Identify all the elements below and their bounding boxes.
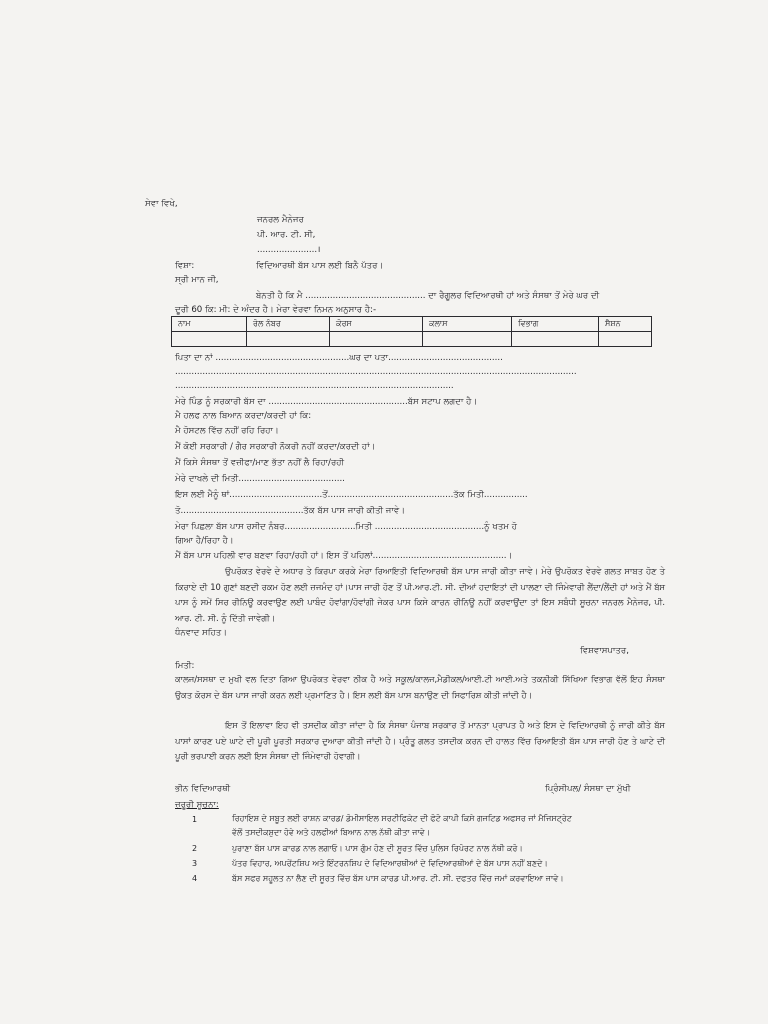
body-line: ਮੈਂ ਬੱਸ ਪਾਸ ਪਹਿਲੀ ਵਾਰ ਬਣਵਾ ਰਿਹਾ/ਰਹੀ ਹਾਂ। ਇਸ ਤੋਂ ਪਹਿਲਾਂ.................................................। <box>175 551 513 561</box>
greeting: ਸ੍ਰੀ ਮਾਨ ਜੀ, <box>175 275 219 285</box>
note-number: 3 <box>192 859 198 868</box>
recipient-blank: ......................। <box>257 245 321 255</box>
note-text: ਪੁਰਾਣਾ ਬੱਸ ਪਾਸ ਕਾਰਡ ਨਾਲ ਲਗਾਓ। ਪਾਸ ਗੁੰਮ ਹੋਣ ਦੀ ਸੂਰਤ ਵਿੱਚ ਪੁਲਿਸ ਰਿਪੋਰਟ ਨਾਲ ਨੱਥੀ ਕਰੋ। <box>232 844 523 853</box>
address-line-1: ................................................................................................................................................... <box>175 367 577 377</box>
body-line: ਮੈਂ ਕੋਈ ਸਰਕਾਰੀ / ਗੈਰ ਸਰਕਾਰੀ ਨੌਕਰੀ ਨਹੀਂ ਕਰਦਾ/ਕਰਦੀ ਹਾਂ। <box>175 442 376 452</box>
note-number: 4 <box>192 874 198 883</box>
body-line: ਮੇਰਾ ਪਿਛਲਾ ਬੱਸ ਪਾਸ ਰਸੀਦ ਨੰਬਰ..........................ਮਿਤੀ ........................................ਨੂੰ ਖਤਮ ਹੋ <box>175 522 517 532</box>
table-header-cell: ਕਲਾਸ <box>423 317 512 332</box>
table-cell[interactable] <box>512 332 599 347</box>
table-cell[interactable] <box>599 332 652 347</box>
body-line: ਮੈ ਹਲਫ ਨਾਲ ਬਿਆਨ ਕਰਦਾ/ਕਰਦੀ ਹਾਂ ਕਿ: <box>175 411 312 421</box>
table-header-cell: ਸੈਸ਼ਨ <box>599 317 652 332</box>
student-signature-label: ਭੀਨ ਵਿਦਿਆਰਥੀ <box>175 784 231 794</box>
table-header-row <box>172 317 652 332</box>
college-paragraph: ਕਾਲਜ/ਸਸਥਾ ਦ ਮੁਖੀ ਵਲ ਦਿਤਾ ਗਿਆ ਉਪਰੋਕਤ ਵੇਰਵਾ ਠੀਕ ਹੈ ਅਤੇ ਸਕੂਲ/ਕਾਲਜ,ਮੈਡੀਕਲ/ਆਈ.ਟੀ ਆਈ.ਅਤੇ ਤਕਨੀਕੀ ਸਿੱਖਿਆ ਵਿਭਾਗ ਵੱਲੋਂ ਇਹ ਸੰਸਥਾ ਉਕਤ ਕੋਰਸ ਦੇ ਬੱਸ ਪਾਸ ਜਾਰੀ ਕਰਨ ਲਈ ਪ੍ਰਮਾਣਿਤ ਹੈ। ਇਸ ਲਈ ਬੱਸ ਪਾਸ ਬਨਾਉਣ ਦੀ ਸਿਫਾਰਿਸ਼ ਕੀਤੀ ਜਾਂਦੀ ਹੈ। <box>175 674 665 700</box>
subject-text: ਵਿਦਿਆਰਥੀ ਬੱਸ ਪਾਸ ਲਈ ਬਿਨੈ ਪੱਤਰ। <box>256 261 384 271</box>
intro-line-2: ਦੂਰੀ 60 ਕਿ: ਮੀ: ਦੇ ਅੰਦਰ ਹੈ। ਮੇਰਾ ਵੇਰਵਾ ਨਿਮਨ ਅਨੁਸਾਰ ਹੈ:- <box>175 305 377 315</box>
body-line: ਗਿਆ ਹੈ/ਰਿਹਾ ਹੈ। <box>175 536 234 546</box>
note-text-continued: ਵੱਲੋਂ ਤਸਦੀਕਸ਼ੁਦਾ ਹੋਵੇ ਅਤੇ ਹਲਫੀਆਂ ਬਿਆਨ ਨਾਲ ਨੱਥੀ ਕੀਤਾ ਜਾਵੇ। <box>232 828 431 837</box>
table-header-cell: ਨਾਮ <box>172 317 247 332</box>
body-line: ਮੇਰੇ ਦਾਖਲੇ ਦੀ ਮਿਤੀ....................................... <box>175 474 345 484</box>
note-number: 2 <box>192 844 198 853</box>
address-line-2: ...................................................................................................... <box>175 381 454 391</box>
body-line: ਇਸ ਲਈ ਮੈਨੂੰ ਥਾਂ..................................ਤੋਂ..............................................ਤੱਕ ਮਿਤੀ................ <box>175 490 528 500</box>
body-line: ਮੇਰੇ ਪਿੰਡ ਨੂੰ ਸਰਕਾਰੀ ਬੱਸ ਦਾ ...................................................ਬੱਸ ਸਟਾਪ ਲਗਦਾ ਹੈ। <box>175 397 478 407</box>
table-header-cell: ਵਿਭਾਗ <box>512 317 599 332</box>
signoff: ਵਿਸ਼ਵਾਸਪਾਤਰ, <box>580 646 629 656</box>
table-header-cell: ਰੋਲ ਨੰਬਰ <box>247 317 330 332</box>
note-text: ਪੱਤਰ ਵਿਹਾਰ, ਅਪਰੇਂਟਸ਼ਿਪ ਅਤੇ ਇੰਟਰਨਸ਼ਿਪ ਦੇ ਵਿਦਿਆਰਥੀਆਂ ਦੇ ਵਿਦਿਆਰਥੀਆਂ ਦੇ ਬੱਸ ਪਾਸ ਨਹੀਂ ਬਣਦੇ। <box>232 859 548 868</box>
student-details-table <box>171 316 652 347</box>
table-row <box>172 332 652 347</box>
father-name-line: ਪਿਤਾ ਦਾ ਨਾਂ .................................................ਘਰ ਦਾ ਪਤਾ.......................................... <box>175 353 503 363</box>
table-cell[interactable] <box>330 332 423 347</box>
declaration-paragraph: ਉਪਰੋਕਤ ਵੇਰਵੇ ਦੇ ਅਧਾਰ ਤੇ ਕਿਰਪਾ ਕਰਕੇ ਮੇਰਾ ਰਿਆਇਤੀ ਵਿਦਿਆਰਥੀ ਬੱਸ ਪਾਸ ਜਾਰੀ ਕੀਤਾ ਜਾਵੇ। ਮੇਰੇ ਉਪਰੋਕਤ ਵੇਰਵੇ ਗਲਤ ਸਾਬਤ ਹੋਣ ਤੇ ਕਿਰਾਏ ਦੀ 10 ਗੁਣਾਂ ਬਣਦੀ ਰਕਮ ਹੋਣ ਲਈ ਜ਼ਜਮੰਦ ਹਾਂ।ਪਾਸ ਜਾਰੀ ਹੋਣ ਤੋਂ ਪੀ.ਆਰ.ਟੀ. ਸੀ. ਦੀਆਂ ਹਦਾਇਤਾਂ ਦੀ ਪਾਲਣਾ ਦੀ ਜਿੰਮੇਵਾਰੀ ਲੈਂਦਾ/ਲੈਂਦੀ ਹਾਂ ਅਤੇ ਮੈਂ ਬੱਸ ਪਾਸ ਨੂੰ ਸਮੇਂ ਸਿਰ ਰੀਨਿਊ ਕਰਵਾਉਣ ਲਈ ਪਾਬੰਦ ਹੋਵਾਂਗਾ/ਹੋਵਾਂਗੀ ਜੇਕਰ ਪਾਸ ਕਿਸੇ ਕਾਰਨ ਰੀਨਿਊ ਨਹੀਂ ਕਰਵਾਉਂਦਾ ਤਾਂ ਇਸ ਸਬੰਧੀ ਸੂਚਨਾ ਜਨਰਲ ਮੈਨੇਜਰ, ਪੀ. ਆਰ. ਟੀ. ਸੀ. ਨੂੰ ਦਿੱਤੀ ਜਾਵੇਗੀ। <box>175 566 665 623</box>
certification-paragraph: ਇਸ ਤੋਂ ਇਲਾਵਾ ਇਹ ਵੀ ਤਸਦੀਕ ਕੀਤਾ ਜਾਂਦਾ ਹੈ ਕਿ ਸੰਸਥਾ ਪੰਜਾਬ ਸਰਕਾਰ ਤੋਂ ਮਾਨਤਾ ਪ੍ਰਾਪਤ ਹੈ ਅਤੇ ਇਸ ਦੇ ਵਿਦਿਆਰਥੀ ਨੂੰ ਜਾਰੀ ਕੀਤੇ ਬੱਸ ਪਾਸਾਂ ਕਾਰਣ ਪਏ ਘਾਟੇ ਦੀ ਪੂਰੀ ਪੂਰਤੀ ਸਰਕਾਰ ਦੁਆਰਾ ਕੀਤੀ ਜਾਂਦੀ ਹੈ। ਪ੍ਰੰਤੂ ਗਲਤ ਤਸਦੀਕ ਕਰਨ ਦੀ ਹਾਲਤ ਵਿੱਚ ਰਿਆਇਤੀ ਬੱਸ ਪਾਸ ਜਾਰੀ ਹੋਣ ਤੇ ਘਾਟੇ ਦੀ ਪੂਰੀ ਭਰਪਾਈ ਕਰਨ ਲਈ ਇਸ ਸੰਸਥਾ ਦੀ ਜਿੰਮੇਵਾਰੀ ਹੋਵਾਗੀ। <box>175 720 665 761</box>
subject-label: ਵਿਸ਼ਾ: <box>175 261 195 271</box>
note-number: 1 <box>192 815 198 824</box>
body-line: ਮੈ ਹੋਸਟਲ ਵਿੱਚ ਨਹੀਂ ਰਹਿ ਰਿਹਾ। <box>175 426 279 436</box>
intro-line-1: ਬੇਨਤੀ ਹੈ ਕਿ ਮੈ ............................................ ਦਾ ਰੈਗੂਲਰ ਵਿਦਿਆਰਥੀ ਹਾਂ ਅਤੇ ਸੰਸਥਾ ਤੋਂ ਮੇਰੇ ਘਰ ਦੀ <box>256 291 600 301</box>
body-line: ਮੈਂ ਕਿਸੇ ਸੰਸਥਾ ਤੋਂ ਵਜ਼ੀਫਾ/ਮਾਣ ਭੱਤਾ ਨਹੀਂ ਲੈ ਰਿਹਾ/ਰਹੀ <box>175 458 345 468</box>
salutation: ਸੇਵਾ ਵਿਖੇ, <box>145 199 178 209</box>
table-cell[interactable] <box>172 332 247 347</box>
thanks: ਧੰਨਵਾਦ ਸਹਿਤ। <box>175 628 228 638</box>
table-cell[interactable] <box>247 332 330 347</box>
recipient-org: ਪੀ. ਆਰ. ਟੀ. ਸੀ, <box>257 230 316 240</box>
table-header-cell: ਕੋਰਸ <box>330 317 423 332</box>
body-line: ਤੋ.............................................ਤੱਕ ਬੱਸ ਪਾਸ ਜਾਰੀ ਕੀਤੀ ਜਾਵੇ। <box>175 506 406 516</box>
table-cell[interactable] <box>423 332 512 347</box>
note-text: ਬੱਸ ਸਫਰ ਸਹੂਲਤ ਨਾ ਲੈਣ ਦੀ ਸੂਰਤ ਵਿੱਚ ਬੱਸ ਪਾਸ ਕਾਰਡ ਪੀ.ਆਰ. ਟੀ. ਸੀ. ਦਫਤਰ ਵਿੱਚ ਜਮਾਂ ਕਰਵਾਇਆ ਜਾਵੇ। <box>232 874 564 883</box>
principal-signature-label: ਪ੍ਰਿੰਸੀਪਲ/ ਸੰਸਥਾ ਦਾ ਮੁੱਖੀ <box>545 784 631 794</box>
recipient-title: ਜਨਰਲ ਮੈਨੇਜਰ <box>257 215 304 225</box>
date-label: ਮਿਤੀ: <box>175 661 195 671</box>
notes-title: ਜ਼ਰੂਰੀ ਸੂਚਨਾ: <box>175 800 219 810</box>
note-text: ਰਿਹਾਇਸ਼ ਦੇ ਸਬੂਤ ਲਈ ਰਾਸ਼ਨ ਕਾਰਡ/ ਡੋਮੀਸਾਇਲ ਸਰਟੀਫਿਕੇਟ ਦੀ ਫੋਟੋ ਕਾਪੀ ਕਿਸੇ ਗਜਟਿਡ ਅਫਸਰ ਜਾਂ ਮੈਜਿਸਟ੍ਰੇਟ <box>232 814 572 823</box>
